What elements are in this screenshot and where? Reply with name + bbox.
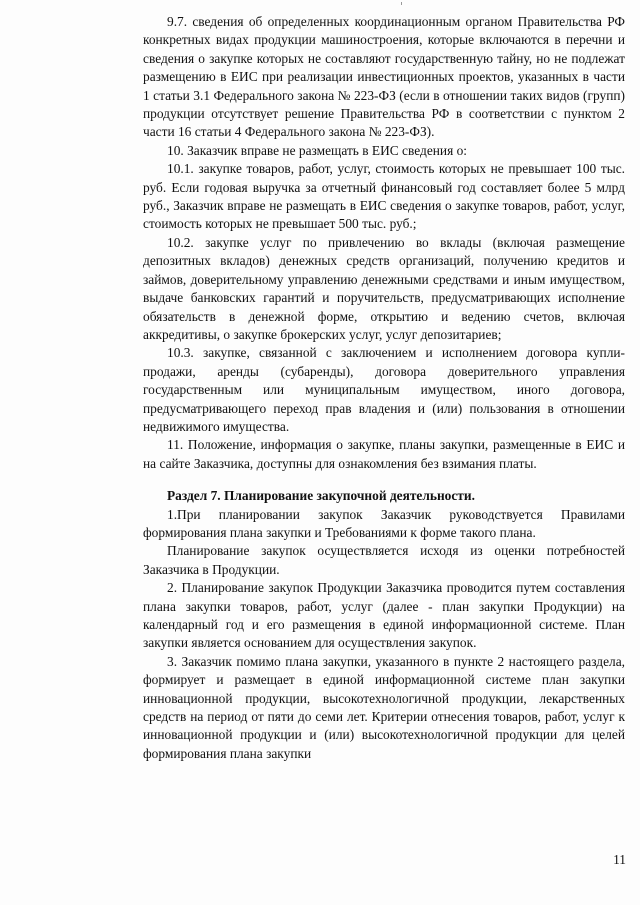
paragraph-10-3: 10.3. закупке, связанной с заключением и исполнением договора купли-продажи, аренды (субаренды), договора доверительного управления государственным или муниципальным имуществом, иного договора, предусматривающего переход прав владения и (или) пользования в отношении недвижимого имущества.: [143, 345, 625, 434]
paragraph-10-2: 10.2. закупке услуг по привлечению во вклады (включая размещение депозитных вкладов) денежных средств организаций, получению кредитов и займов, доверительному управлению денежными средствами и иным имуществом, выдаче банковских гарантий и поручительств, предусматривающих исполнение обязательств в денежной форме, открытию и ведению счетов, включая аккредитивы, о закупке брокерских услуг, услуг депозитариев;: [143, 234, 625, 342]
paragraph-9-7: 9.7. сведения об определенных координационным органом Правительства РФ конкретных видах продукции машиностроения, которые включаются в перечни и сведения о закупке которых не составляют государственную тайну, но не подлежат размещению в ЕИС при реализации инвестиционных проектов, указанных в части 1 статьи 3.1 Федерального закона № 223-ФЗ (если в отношении таких видов (групп) продукции отсутствует решение Правительства РФ в соответствии с пунктом 2 части 16 статьи 4 Федерального закона № 223-ФЗ).: [143, 14, 625, 140]
scan-speck: [401, 2, 402, 5]
section-paragraph-1b: Планирование закупок осуществляется исходя из оценки потребностей Заказчика в Продукции.: [143, 543, 625, 577]
section-paragraph-2: 2. Планирование закупок Продукции Заказчика проводится путем составления плана закупки товаров, работ, услуг (далее - план закупки Продукции) на календарный год и его размещения в единой информационной системе. План закупки является основанием для осуществления закупок.: [143, 580, 625, 651]
section-gap: [143, 473, 625, 487]
paragraph-11: 11. Положение, информация о закупке, планы закупки, размещенные в ЕИС и на сайте Заказчика, доступны для ознакомления без взимания платы.: [143, 437, 625, 471]
section-paragraph-3: 3. Заказчик помимо плана закупки, указанного в пункте 2 настоящего раздела, формирует и размещает в единой информационной системе план закупки инновационной продукции, высокотехнологичной продукции, лекарственных средств на период от пяти до семи лет. Критерии отнесения товаров, работ, услуг к инновационной продукции и (или) высокотехнологичной продукции для целей формирования плана закупки: [143, 653, 625, 761]
paragraph-10: 10. Заказчик вправе не размещать в ЕИС сведения о:: [167, 142, 468, 158]
page-body: [143, 13, 625, 763]
paragraph-10-1: 10.1. закупке товаров, работ, услуг, стоимость которых не превышает 100 тыс. руб. Если годовая выручка за отчетный финансовый год составляет более 5 млрд руб., Заказчик вправе не размещать в ЕИС сведения о закупке товаров, работ, услуг, стоимость которых не превышает 500 тыс. руб.;: [143, 161, 625, 232]
section-title: Раздел 7. Планирование закупочной деятельности.: [167, 488, 475, 504]
section-paragraph-1: 1.При планировании закупок Заказчик руководствуется Правилами формирования плана закупки и Требованиями к форме такого плана.: [143, 506, 625, 540]
page-number: 11: [613, 852, 626, 867]
